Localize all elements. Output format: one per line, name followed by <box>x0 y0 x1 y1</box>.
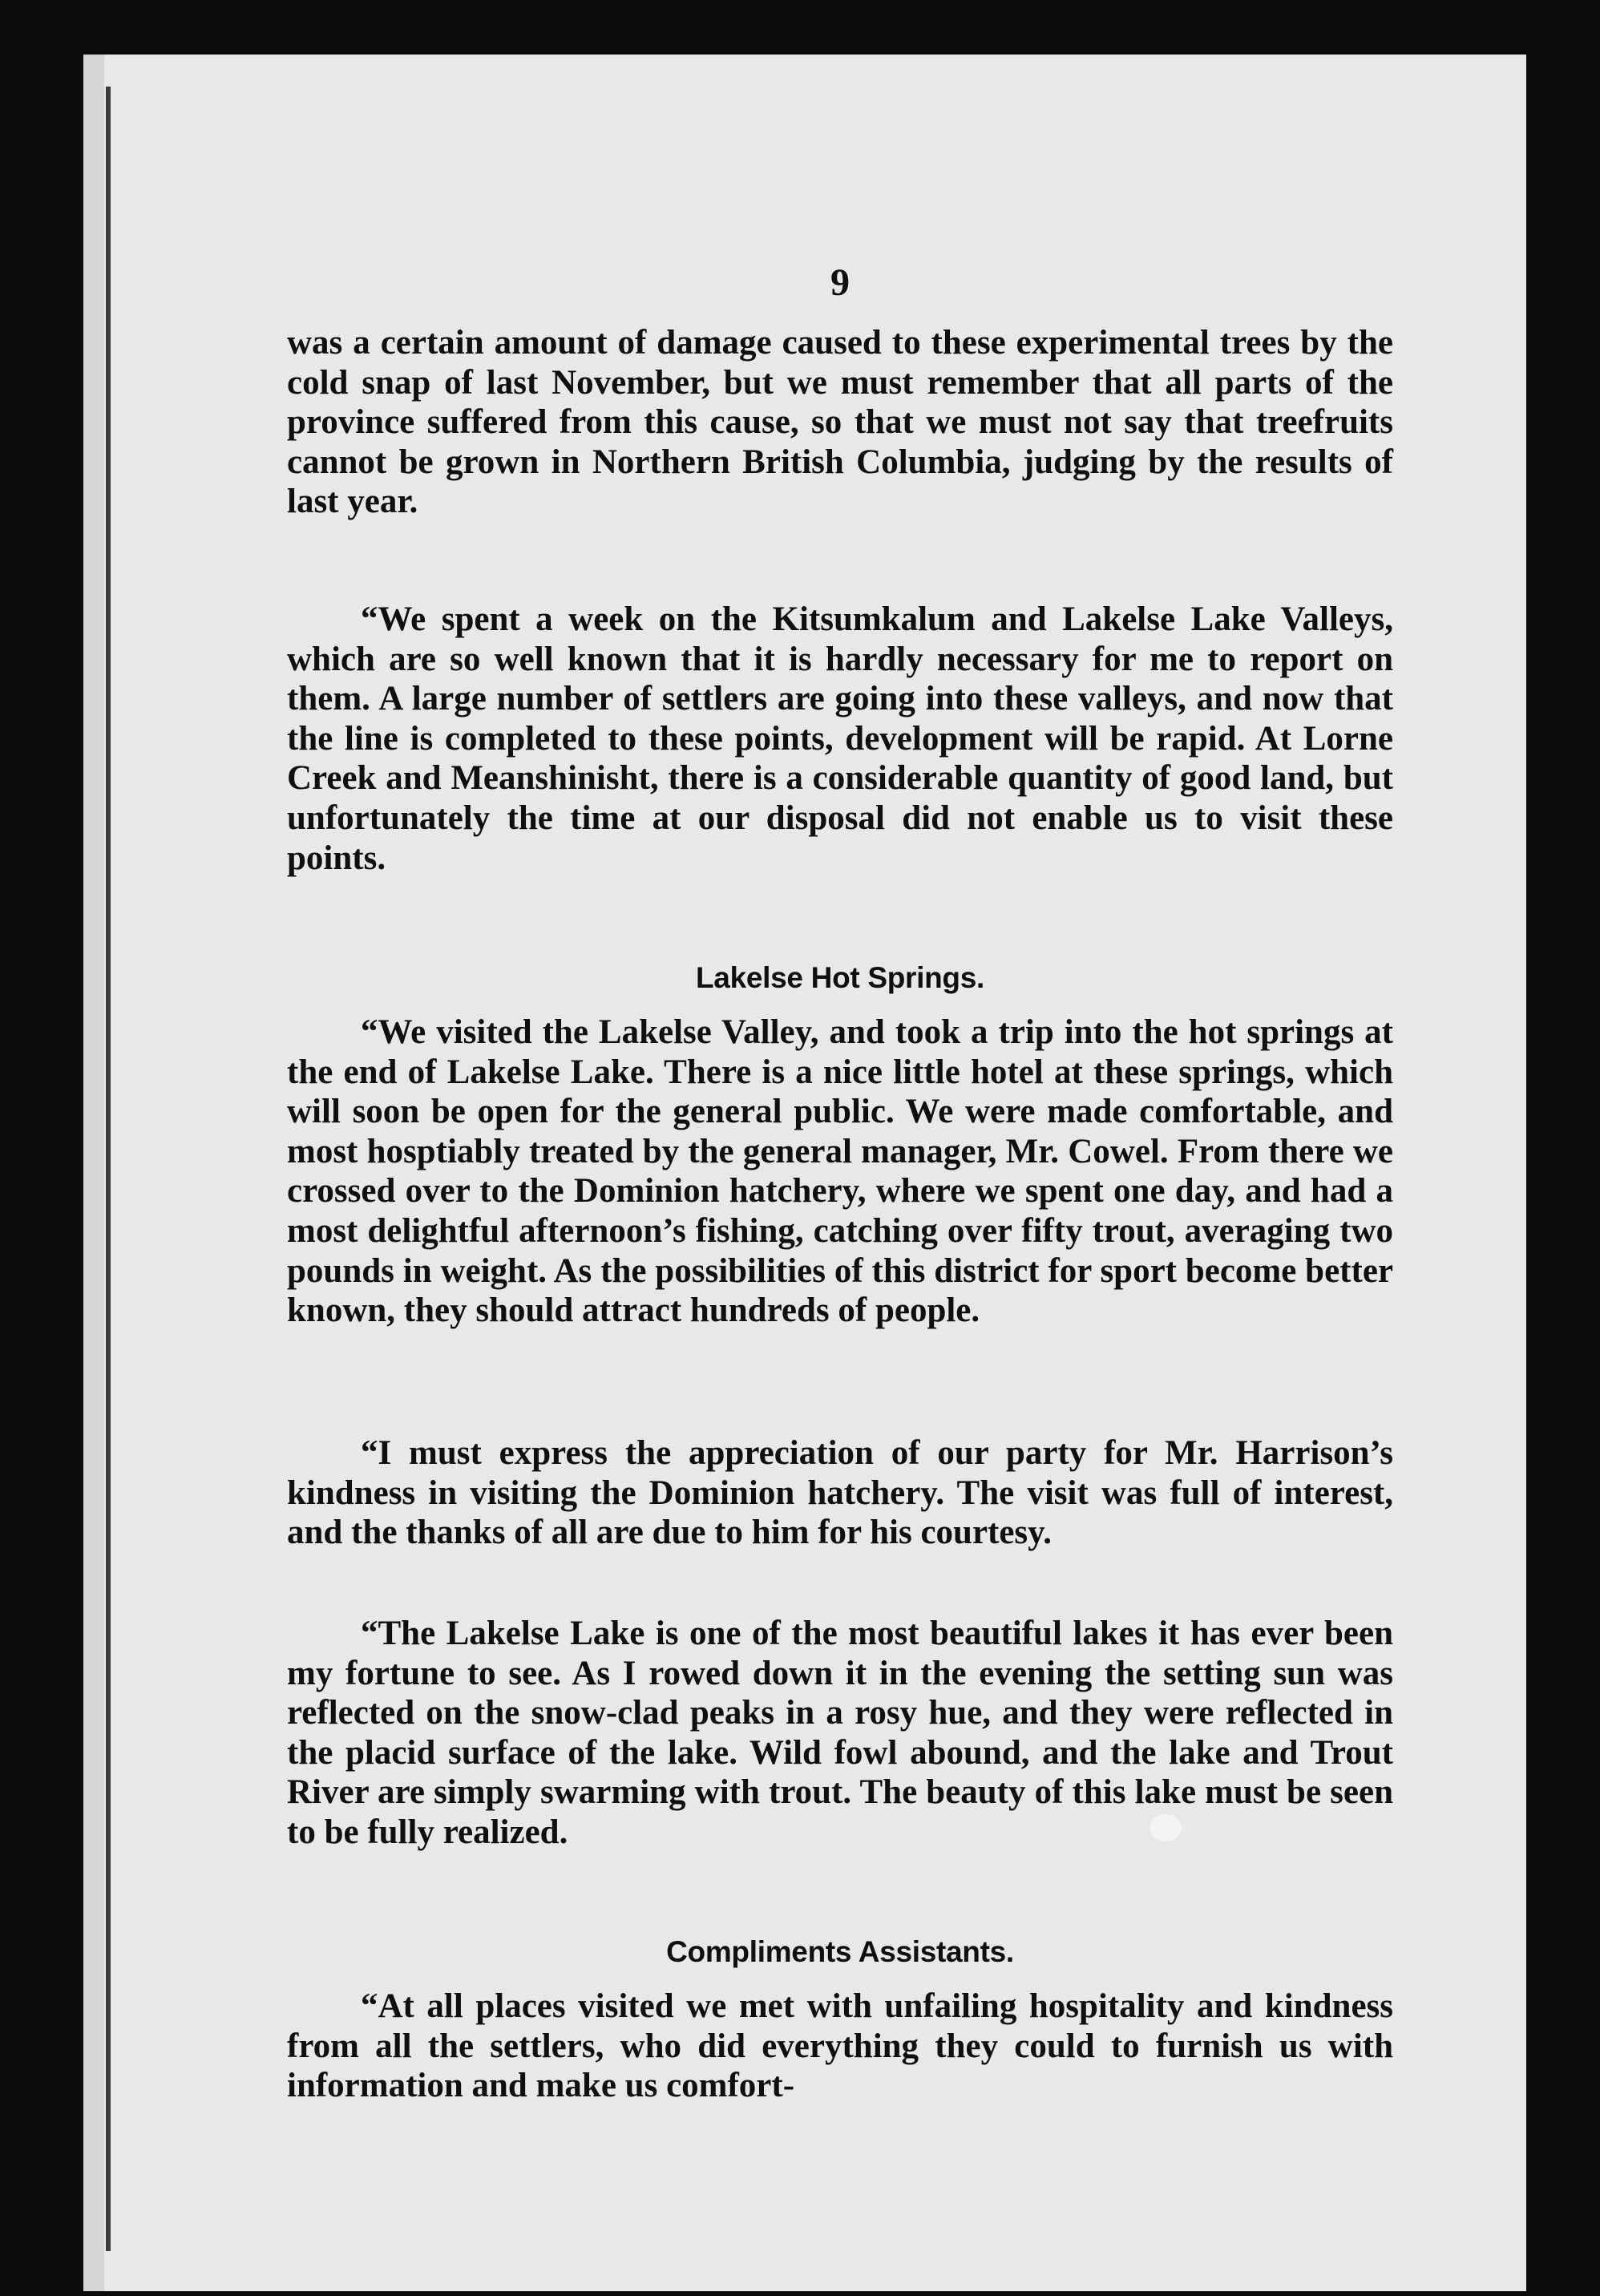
paragraph-lakelse-valley-visit: “We visited the Lakelse Valley, and took a trip into the hot springs at the end of Lakelse Lake. There is a nice little hotel at these springs, which will soon be open for the general public. We were made comfortable, and most hosptiably treated by the general manager, Mr. Cowel. From there we crossed over to the Dominion hatchery, where we spent one day, and had a most delightful afternoon’s fishing, catching over fifty trout, averaging two pounds in weight. As the possibilities of this district for sport become better known, they should attract hundreds of people. <box>287 1013 1393 1330</box>
paragraph-appreciation-harrison: “I must express the appreciation of our party for Mr. Harrison’s kindness in visiting the Dominion hatchery. The visit was full of interest, and the thanks of all are due to him for his courtesy. <box>287 1434 1393 1552</box>
paragraph-damage-to-trees: was a certain amount of damage caused to these experimental trees by the cold snap of last November, but we must remember that all parts of the province suffered from this cause, so that we must not say that treefruits cannot be grown in Northern British Columbia, judging by the results of last year. <box>287 324 1393 521</box>
binding-edge <box>83 55 104 2291</box>
paragraph-kitsumkalum-lakelse-valleys: “We spent a week on the Kitsumkalum and Lakelse Lake Valleys, which are so well known that it is hardly necessary for me to report on them. A large number of settlers are going into these valleys, and now that the line is completed to these points, development will be rapid. At Lorne Creek and Meanshinisht, there is a considerable quantity of good land, but unfortunately the time at our disposal did not enable us to visit these points. <box>287 600 1393 877</box>
binding-line <box>106 87 111 2251</box>
paper-speck <box>1149 1814 1182 1841</box>
paragraph-hospitality: “At all places visited we met with unfailing hospitality and kindness from all the settlers, who did everything they could to furnish us with information and make us comfort- <box>287 1987 1393 2105</box>
paragraph-lakelse-lake-beauty: “The Lakelse Lake is one of the most beautiful lakes it has ever been my fortune to see. As I rowed down it in the evening the setting sun was reflected on the snow-clad peaks in a rosy hue, and they were reflected in the placid surface of the lake. Wild fowl abound, and the lake and Trout River are simply swarming with trout. The beauty of this lake must be seen to be fully realized. <box>287 1615 1393 1851</box>
heading-lakelse-hot-springs: Lakelse Hot Springs. <box>696 961 984 994</box>
page-number: 9 <box>830 261 850 304</box>
heading-compliments-assistants: Compliments Assistants. <box>666 1935 1014 1968</box>
scanned-page <box>83 55 1526 2291</box>
